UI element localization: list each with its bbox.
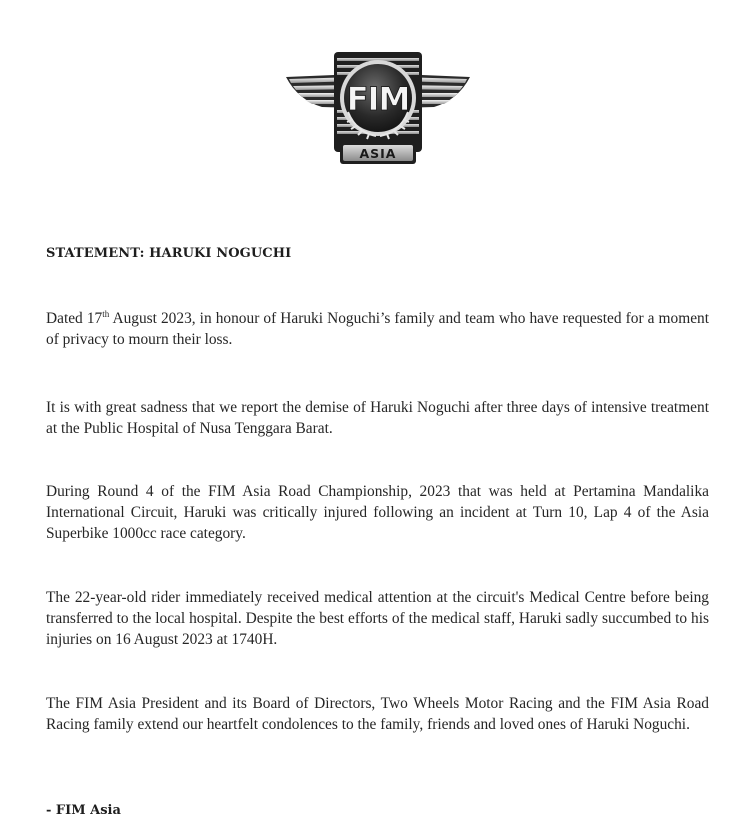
dated-text: Dated 17 xyxy=(46,310,103,327)
paragraph-medical: The 22-year-old rider immediately received medical attention at the circuit's Medical Centre before being transferred to the local hospital. Despite the best efforts of the medical staff, Haruki sadly succumbed to his injuries on 16 August 2023 at 1740H. xyxy=(46,589,709,648)
fim-asia-logo xyxy=(282,50,474,168)
paragraph-sadness: It is with great sadness that we report the demise of Haruki Noguchi after three days of intensive treatment at the Public Hospital of Nusa Tenggara Barat. xyxy=(46,399,709,437)
statement-title: STATEMENT: HARUKI NOGUCHI xyxy=(46,246,292,261)
ordinal-suffix: th xyxy=(102,309,110,319)
signature: - FIM Asia xyxy=(46,803,121,818)
paragraph-incident: During Round 4 of the FIM Asia Road Championship, 2023 that was held at Pertamina Mandalika International Circuit, Haruki was critically injured following an incident at Turn 10, Lap 4 of the Asia Superbike 1000cc race category. xyxy=(46,483,709,542)
logo-asia-text: ASIA xyxy=(359,146,397,161)
paragraph-condolences: The FIM Asia President and its Board of Directors, Two Wheels Motor Racing and the FIM Asia Road Racing family extend our heartfelt condolences to the family, friends and loved ones of Haruki Noguchi. xyxy=(46,695,709,733)
logo-fim-text: FIM xyxy=(346,80,410,118)
paragraph-dated xyxy=(46,308,709,350)
dated-rest-text: August 2023, in honour of Haruki Noguchi’s family and team who have requested for a moment of privacy to mourn their loss. xyxy=(46,310,709,348)
